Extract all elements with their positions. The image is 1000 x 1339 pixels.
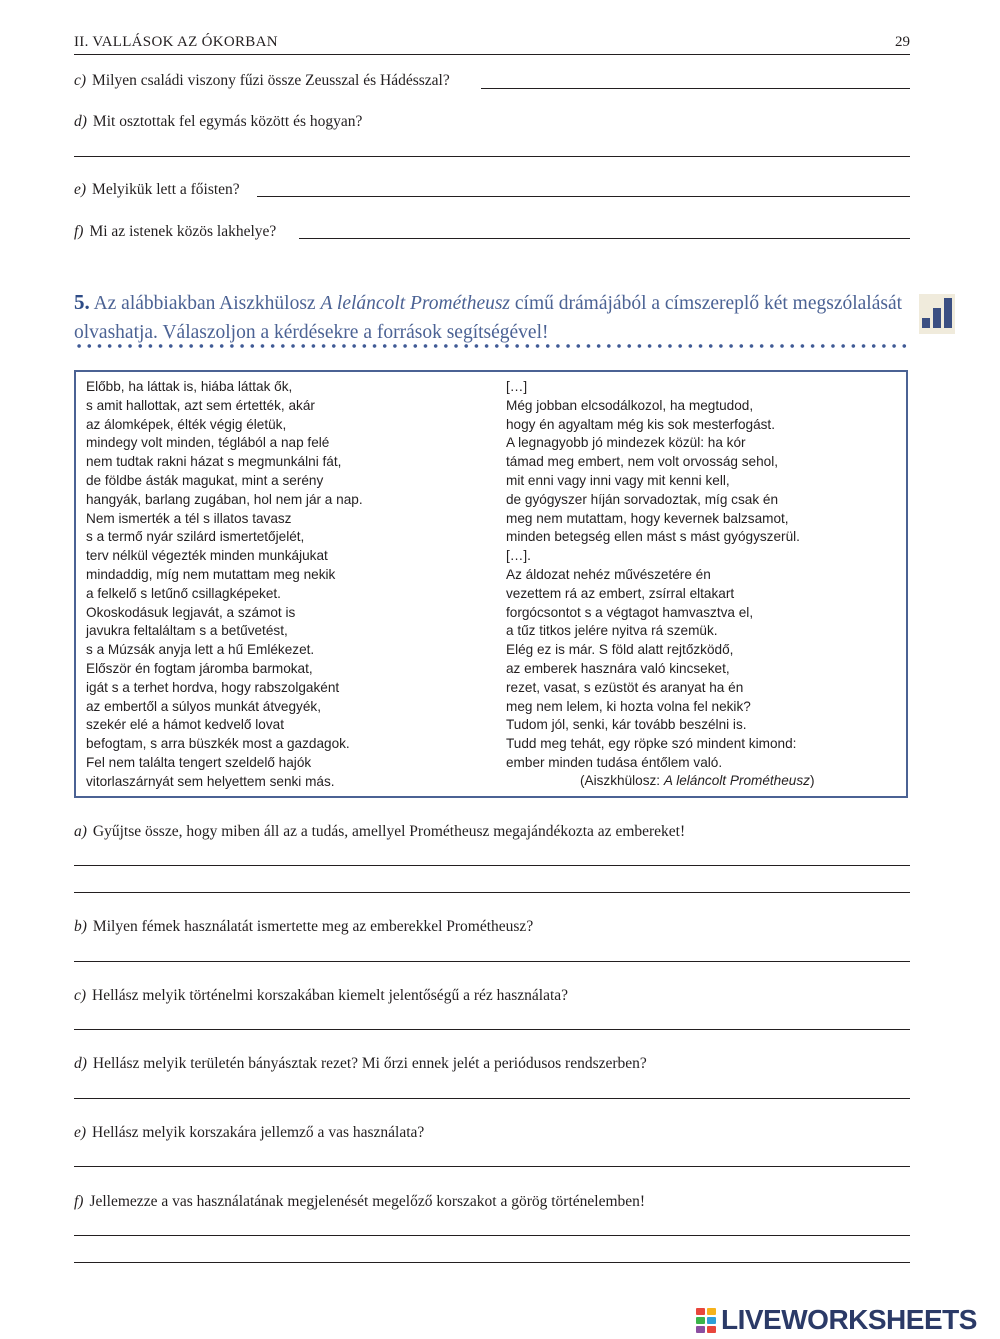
question-e: e) Hellász melyik korszakára jellemző a vas használata? [74, 1124, 425, 1141]
answer-line[interactable] [74, 865, 910, 866]
liveworksheets-logo[interactable] [696, 1305, 977, 1335]
question-d: d) Hellász melyik területén bányásztak rezet? Mi őrzi ennek jelét a periódusos rendszerben? [74, 1055, 647, 1072]
poem-line: a felkelő s letűnő csillagképeket. [86, 585, 281, 601]
poem-line: Tudd meg tehát, egy röpke szó mindent kimond: [506, 736, 797, 752]
poem-line: rezet, vasat, s ezüstöt és aranyat ha én [506, 679, 744, 695]
poem-line: Még jobban elcsodálkozol, ha megtudod, [506, 397, 754, 413]
poem-line: hangyák, barlang zugában, hol nem jár a nap. [86, 491, 363, 507]
poem-line: A legnagyobb jó mindezek közül: ha kór [506, 435, 746, 451]
question-e-top: e) Melyikük lett a főisten? [74, 181, 240, 198]
poem-line: forgócsontot s a végtagot hamvasztva el, [506, 604, 754, 620]
poem-line: meg nem lelem, ki hozta volna fel nekik? [506, 698, 751, 714]
poem-line: Okoskodásuk legjavát, a számot is [86, 604, 296, 620]
difficulty-chart-icon [919, 294, 955, 334]
source-right-column [506, 378, 800, 773]
dotted-divider [74, 343, 910, 349]
poem-line: Nem ismerték a tél s illatos tavasz [86, 510, 292, 526]
logo-text: LIVEWORKSHEETS [721, 1304, 977, 1335]
chapter-title: II. VALLÁSOK AZ ÓKORBAN [74, 34, 278, 50]
question-f: f) Jellemezze a vas használatának megjelenését megelőző korszakot a görög történelemben! [74, 1193, 646, 1210]
poem-line: Az áldozat nehéz művészetére én [506, 566, 711, 582]
answer-line[interactable] [74, 1029, 910, 1030]
poem-line: de gyógyszer híján sorvadoztak, míg csak én [506, 491, 779, 507]
poem-line: támad meg embert, nem volt orvosság sehol, [506, 454, 779, 470]
page-number: 29 [895, 34, 910, 50]
source-citation: (Aiszkhülosz: A leláncolt Prométheusz) [580, 773, 815, 788]
answer-line[interactable] [74, 1166, 910, 1167]
poem-line: terv nélkül végezték minden munkájukat [86, 548, 328, 564]
answer-line[interactable] [299, 238, 910, 239]
poem-line: s a Múzsák anyja lett a hű Emlékezet. [86, 642, 315, 658]
poem-line: mit enni vagy inni vagy mit kenni kell, [506, 472, 730, 488]
poem-line: Előbb, ha láttak is, hiába láttak ők, [86, 379, 293, 394]
poem-line: nem tudtak rakni házat s megmunkálni fát, [86, 454, 342, 470]
poem-line: szekér elé a hámot kedvelő lovat [86, 717, 284, 733]
answer-line[interactable] [74, 961, 910, 962]
page-header [74, 32, 910, 55]
poem-line: de földbe ásták magukat, mint a serény [86, 472, 324, 488]
poem-line: a tűz titkos jelére nyitva rá szemük. [506, 623, 718, 639]
answer-line[interactable] [74, 1235, 910, 1236]
question-c: c) Hellász melyik történelmi korszakában kiemelt jelentőségű a réz használata? [74, 987, 569, 1004]
logo-blocks-icon [696, 1307, 718, 1333]
poem-line: az álomképek, élték végig életük, [86, 416, 287, 432]
poem-line: befogtam, s arra büszkék most a gazdagok. [86, 736, 350, 752]
poem-line: s a termő nyár szilárd ismertetőjelét, [86, 529, 305, 545]
answer-line[interactable] [257, 196, 910, 197]
poem-line: meg nem mutattam, hogy kevernek balzsamot, [506, 510, 789, 526]
poem-line: javukra feltaláltam s a betűvetést, [86, 623, 288, 639]
poem-line: igát s a terhet hordva, hogy rabszolgaként [86, 679, 340, 695]
answer-line[interactable] [74, 156, 910, 157]
poem-line: Fel nem találta tengert szeldelő hajók [86, 754, 312, 770]
question-a: a) Gyűjtse össze, hogy miben áll az a tudás, amellyel Prométheusz megajándékozta az embereket! [74, 823, 686, 840]
question-d-top: d) Mit osztottak fel egymás között és hogyan? [74, 113, 363, 130]
source-text-box [74, 370, 908, 798]
poem-line: Elég ez is már. S föld alatt rejtőzködő, [506, 642, 734, 658]
answer-line[interactable] [74, 1098, 910, 1099]
answer-line[interactable] [481, 88, 910, 89]
poem-line: […] [506, 379, 528, 394]
poem-line: s amit hallottak, azt sem értették, akár [86, 397, 315, 413]
poem-line: minden betegség ellen mást s mást gyógyszerül. [506, 529, 800, 545]
poem-line: mindaddig, míg nem mutattam meg nekik [86, 566, 336, 582]
poem-line: Először én fogtam járomba barmokat, [86, 660, 313, 676]
poem-line: […]. [506, 548, 531, 564]
poem-line: vezettem rá az embert, zsírral eltakart [506, 585, 735, 601]
poem-line: az embertől a súlyos munkát átvegyék, [86, 698, 321, 714]
source-left-column [86, 378, 363, 792]
question-f-top: f) Mi az istenek közös lakhelye? [74, 223, 277, 240]
question-b: b) Milyen fémek használatát ismertette meg az emberekkel Prométheusz? [74, 918, 534, 935]
answer-line[interactable] [74, 892, 910, 893]
answer-line[interactable] [74, 1262, 910, 1263]
task-5-instruction: 5. Az alábbiakban Aiszkhülosz A leláncolt Prométheusz című drámájából a címszereplő két megszólalását olvashatja. Válaszoljon a kérdésekre a források segítségével! [74, 290, 903, 343]
poem-line: ember minden tudása éntőlem való. [506, 754, 723, 770]
poem-line: mindegy volt minden, téglából a nap felé [86, 435, 330, 451]
poem-line: az emberek hasznára való kincseket, [506, 660, 730, 676]
question-c-top: c) Milyen családi viszony fűzi össze Zeusszal és Hádésszal? [74, 72, 450, 89]
poem-line: hogy én agyaltam még kis sok mesterfogást. [506, 416, 775, 432]
poem-line: vitorlaszárnyát sem helyettem senki más. [86, 773, 335, 789]
poem-line: Tudom jól, senki, kár tovább beszélni is. [506, 717, 747, 733]
